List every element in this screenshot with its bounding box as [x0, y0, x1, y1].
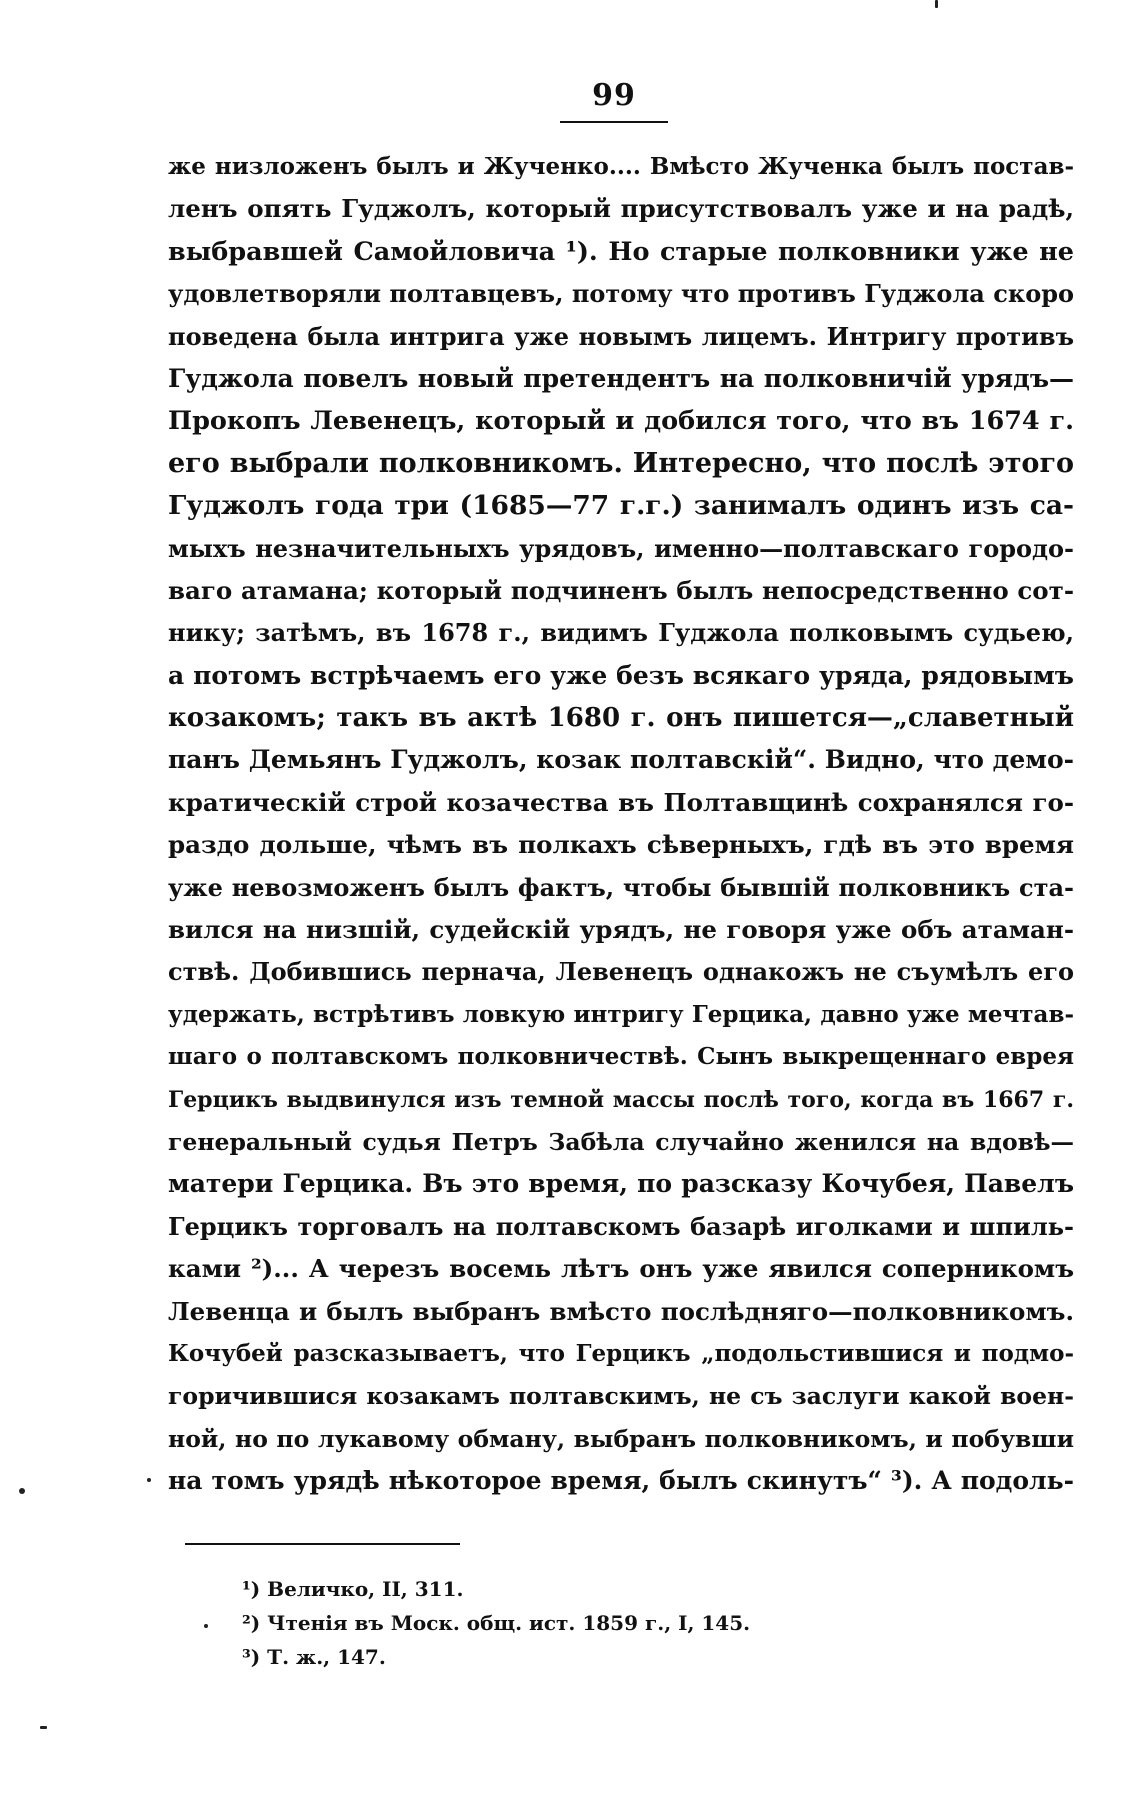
text-line: нику; затѣмъ, въ 1678 г., видимъ Гуджола полковымъ судьею, [168, 618, 1074, 648]
text-line: Гуджола повелъ новый претендентъ на полковничій урядъ— [168, 363, 1074, 393]
scan-speck [204, 1624, 208, 1628]
text-line: уже невозможенъ былъ фактъ, чтобы бывшій полковникъ ста- [168, 872, 1074, 902]
footnote: ³) Т. ж., 147. [242, 1645, 386, 1669]
footnotes [242, 1572, 1022, 1674]
body-text [168, 146, 1074, 1503]
text-line: Левенца и былъ выбранъ вмѣсто послѣдняго—полковникомъ. [168, 1296, 1074, 1326]
text-line: же низложенъ былъ и Жученко.... Вмѣсто Жученка былъ постав- [168, 153, 1074, 180]
text-line: Прокопъ Левенецъ, который и добился того, что въ 1674 г. [168, 406, 1074, 437]
text-line: Кочубей разсказываетъ, что Герцикъ „подольстившися и подмо- [168, 1339, 1074, 1367]
text-line: ной, но по лукавому обману, выбранъ полковникомъ, и побувши [168, 1424, 1074, 1453]
text-line: матери Герцика. Въ это время, по разсказу Кочубея, Павелъ [168, 1169, 1074, 1199]
text-line: удержать, встрѣтивъ ловкую интригу Герцика, давно уже мечтав- [168, 1000, 1074, 1028]
text-line: кратическій строй козачества въ Полтавщинѣ сохранялся го- [168, 787, 1074, 817]
text-line: раздо дольше, чѣмъ въ полкахъ сѣверныхъ, гдѣ въ это время [168, 830, 1074, 860]
text-line: удовлетворяли полтавцевъ, потому что противъ Гуджола скоро [168, 279, 1074, 309]
footnote-rule [185, 1543, 460, 1545]
text-line: ствѣ. Добившись пернача, Левенецъ однакожъ не съумѣлъ его [168, 957, 1074, 987]
text-line: мыхъ незначительныхъ урядовъ, именно—полтавскаго городо- [168, 533, 1074, 563]
scan-speck [935, 0, 938, 8]
text-line: его выбрали полковникомъ. Интересно, что послѣ этого [168, 447, 1074, 479]
text-line: ленъ опять Гуджолъ, который присутствовалъ уже и на радѣ, [168, 194, 1074, 224]
text-line: на томъ урядѣ нѣкоторое время, былъ скинутъ“ ³). А подоль- [168, 1466, 1074, 1496]
text-line: Гуджолъ года три (1685—77 г.г.) занималъ одинъ изъ са- [168, 490, 1074, 522]
text-line: вился на низшій, судейскій урядъ, не говоря уже объ атаман- [168, 915, 1074, 945]
footnote: ¹) Величко, II, 311. [242, 1577, 464, 1601]
text-line: а потомъ встрѣчаемъ его уже безъ всякаго уряда, рядовымъ [168, 660, 1074, 690]
text-line: поведена была интрига уже новымъ лицемъ. Интригу противъ [168, 321, 1074, 351]
text-line: панъ Демьянъ Гуджолъ, козак полтавскій“. Видно, что демо- [168, 745, 1074, 775]
text-line: шаго о полтавскомъ полковничествѣ. Сынъ выкрещеннаго еврея [168, 1043, 1074, 1071]
text-line: выбравшей Самойловича ¹). Но старые полковники уже не [168, 236, 1074, 267]
text-line: Герцикъ выдвинулся изъ темной массы послѣ того, когда въ 1667 г. [168, 1086, 1074, 1113]
scan-speck [40, 1726, 47, 1729]
text-line: горичившися козакамъ полтавскимъ, не съ заслуги какой воен- [168, 1382, 1074, 1411]
text-line: генеральный судья Петръ Забѣла случайно женился на вдовѣ— [168, 1127, 1074, 1156]
text-line: ваго атамана; который подчиненъ былъ непосредственно сот- [168, 575, 1074, 605]
text-line: Герцикъ торговалъ на полтавскомъ базарѣ иголками и шпиль- [168, 1211, 1074, 1241]
scan-speck [147, 1478, 151, 1482]
scan-speck [19, 1488, 25, 1494]
text-line: ками ²)... А черезъ восемь лѣтъ онъ уже явился соперникомъ [168, 1254, 1074, 1284]
page-number-rule [560, 121, 668, 123]
text-line: козакомъ; такъ въ актѣ 1680 г. онъ пишется—„славетный [168, 703, 1074, 734]
footnote: ²) Чтенія въ Моск. общ. ист. 1859 г., I, 145. [242, 1611, 751, 1635]
page-number: 99 [592, 78, 636, 113]
